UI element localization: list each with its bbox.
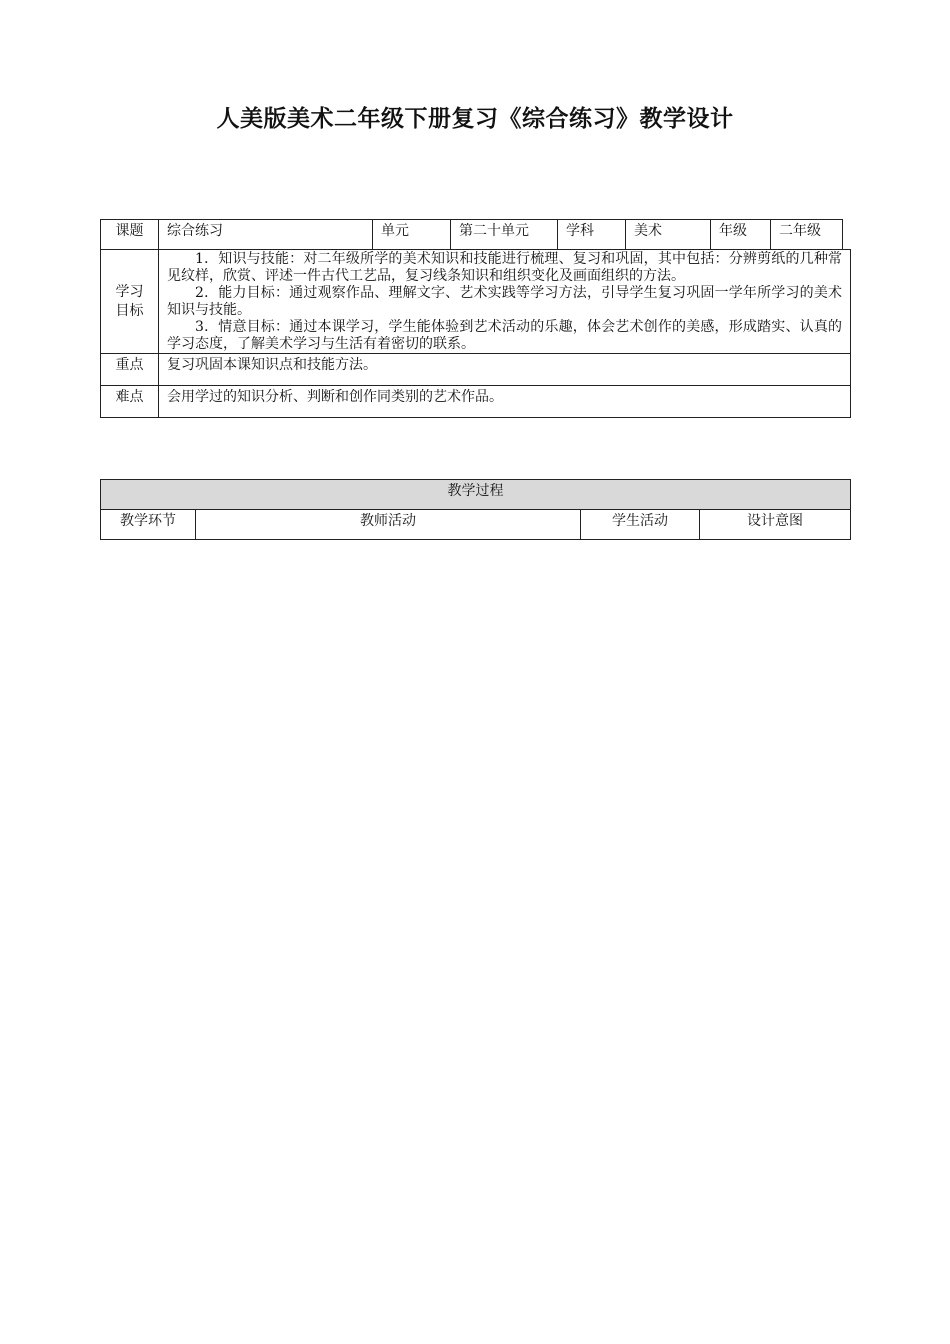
unit-value: 第二十单元	[451, 220, 558, 250]
subject-value: 美术	[626, 220, 711, 250]
process-title: 教学过程	[101, 480, 851, 510]
info-header-row	[101, 220, 851, 250]
unit-label: 单元	[373, 220, 451, 250]
key-row	[101, 354, 851, 386]
column-header: 学生活动	[581, 510, 700, 540]
key-label: 重点	[101, 354, 159, 386]
page-title: 人美版美术二年级下册复习《综合练习》教学设计	[216, 106, 734, 132]
header-spacer	[843, 220, 851, 250]
teaching-process-table	[100, 479, 851, 540]
goals-row	[101, 250, 851, 354]
column-header: 设计意图	[700, 510, 851, 540]
difficulty-label: 难点	[101, 386, 159, 418]
key-value: 复习巩固本课知识点和技能方法。	[159, 354, 851, 386]
goals-content	[159, 250, 851, 354]
lesson-info-table	[100, 219, 851, 418]
topic-value: 综合练习	[159, 220, 373, 250]
column-header: 教师活动	[196, 510, 581, 540]
grade-value: 二年级	[771, 220, 843, 250]
goal-item: 1．知识与技能：对二年级所学的美术知识和技能进行梳理、复习和巩固，其中包括：分辨剪纸的几种常见纹样，欣赏、评述一件古代工艺品，复习线条知识和组织变化及画面组织的方法。	[167, 251, 842, 284]
goal-item: 3．情意目标：通过本课学习，学生能体验到艺术活动的乐趣，体会艺术创作的美感，形成踏实、认真的学习态度，了解美术学习与生活有着密切的联系。	[167, 319, 842, 352]
process-title-row	[101, 480, 851, 510]
goals-label-text: 学习目标	[115, 283, 144, 319]
goals-label	[101, 250, 159, 354]
column-header: 教学环节	[101, 510, 196, 540]
subject-label: 学科	[558, 220, 626, 250]
difficulty-row	[101, 386, 851, 418]
grade-label: 年级	[711, 220, 771, 250]
process-header-row	[101, 510, 851, 540]
difficulty-value: 会用学过的知识分析、判断和创作同类别的艺术作品。	[159, 386, 851, 418]
topic-label: 课题	[101, 220, 159, 250]
goal-item: 2．能力目标：通过观察作品、理解文字、艺术实践等学习方法，引导学生复习巩固一学年所学习的美术知识与技能。	[167, 285, 842, 318]
